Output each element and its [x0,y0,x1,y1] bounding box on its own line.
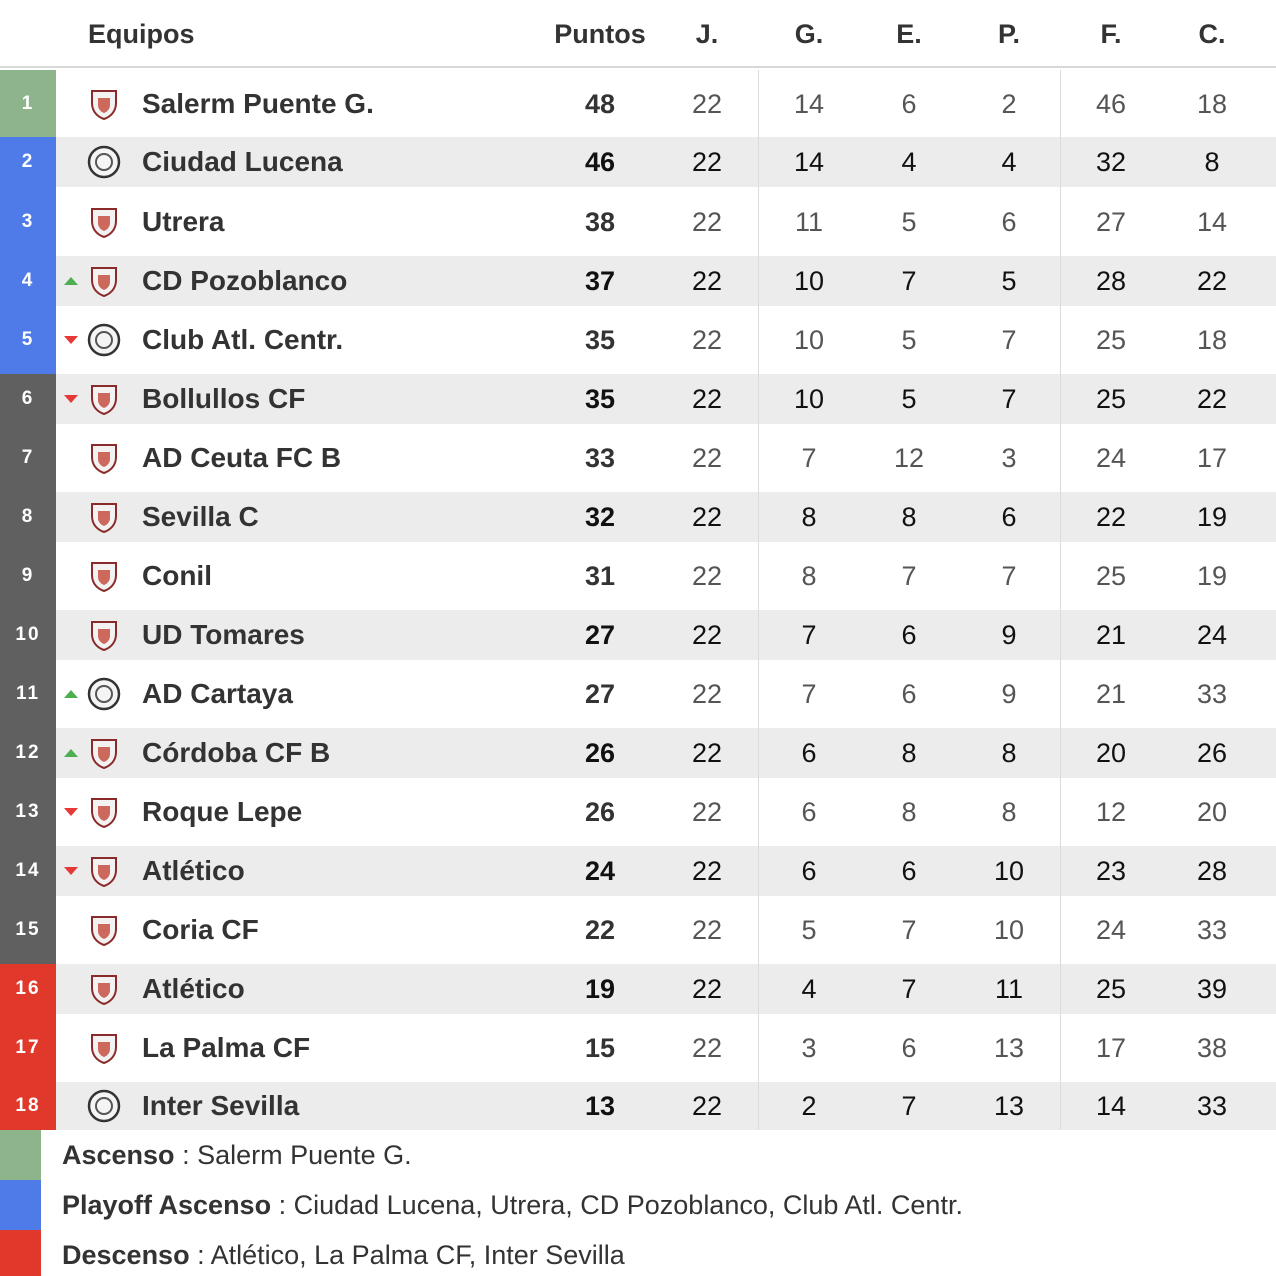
won-cell: 14 [793,147,825,177]
lost-cell: 7 [1001,325,1017,355]
legend-text [62,1180,963,1230]
played-cell: 22 [691,443,723,473]
team-name[interactable]: CD Pozoblanco [142,265,348,296]
team-crest-icon [86,263,122,299]
won-cell: 3 [801,1033,817,1063]
drawn-cell: 6 [901,679,917,709]
points-cell: 22 [584,915,616,945]
played-cell: 22 [691,561,723,591]
team-crest-icon [86,1088,122,1124]
table-row[interactable] [0,778,1276,846]
trend-down-icon [64,395,78,403]
trend-down-icon [64,808,78,816]
lost-cell: 8 [1001,738,1017,768]
position-badge: 13 [0,778,56,846]
legend-separator: : [189,1240,211,1270]
legend-swatch [0,1230,41,1276]
table-row[interactable] [0,660,1276,728]
drawn-cell: 6 [901,88,917,119]
lost-cell: 7 [1001,561,1017,591]
table-row[interactable] [0,610,1276,660]
points-cell: 31 [584,561,616,591]
points-cell: 38 [584,206,616,237]
goals-against-cell: 17 [1196,443,1228,473]
won-cell: 6 [801,738,817,768]
legend-item-playoff [0,1180,1276,1230]
goals-against-cell: 33 [1196,679,1228,709]
played-cell: 22 [691,738,723,768]
table-row[interactable] [0,728,1276,778]
header-points[interactable]: Puntos [554,19,646,49]
goals-against-cell: 19 [1196,561,1228,591]
lost-cell: 9 [1001,679,1017,709]
points-cell: 46 [584,147,616,177]
lost-cell: 9 [1001,620,1017,650]
lost-cell: 13 [993,1091,1025,1121]
drawn-cell: 7 [901,974,917,1004]
legend-label: Descenso [62,1240,190,1270]
position-badge: 12 [0,728,56,778]
won-cell: 7 [801,620,817,650]
drawn-cell: 7 [901,561,917,591]
position-badge: 14 [0,846,56,896]
header-played[interactable]: J. [695,19,719,49]
points-cell: 35 [584,325,616,355]
team-name[interactable]: Roque Lepe [142,796,303,827]
goals-for-cell: 28 [1095,266,1127,296]
lost-cell: 13 [993,1033,1025,1063]
trend-up-icon [64,749,78,757]
table-row[interactable] [0,70,1276,137]
points-cell: 32 [584,502,616,532]
header-goals-for[interactable]: F. [1100,19,1122,49]
legend-item-descenso [0,1230,1276,1276]
won-cell: 8 [801,561,817,591]
column-divider [1060,70,1061,1130]
team-crest-icon [86,144,122,180]
legend-swatch [0,1180,41,1230]
played-cell: 22 [691,1091,723,1121]
played-cell: 22 [691,502,723,532]
legend-separator: : [271,1190,294,1220]
played-cell: 22 [691,88,723,119]
table-row[interactable] [0,374,1276,424]
team-name[interactable]: Sevilla C [142,501,259,532]
played-cell: 22 [691,384,723,414]
legend-teams: Ciudad Lucena, Utrera, CD Pozoblanco, Club Atl. Centr. [293,1190,963,1220]
legend-swatch [0,1130,41,1180]
points-cell: 26 [584,738,616,768]
drawn-cell: 5 [901,206,917,237]
position-badge: 5 [0,306,56,374]
position-badge: 16 [0,964,56,1014]
goals-against-cell: 38 [1196,1033,1228,1063]
points-cell: 15 [584,1033,616,1063]
lost-cell: 10 [993,915,1025,945]
team-crest-icon [86,912,122,948]
played-cell: 22 [691,147,723,177]
played-cell: 22 [691,620,723,650]
header-drawn[interactable]: E. [896,19,922,49]
lost-cell: 5 [1001,266,1017,296]
team-name[interactable]: Conil [142,560,212,591]
team-crest-icon [86,440,122,476]
position-badge: 3 [0,187,56,256]
goals-for-cell: 27 [1095,206,1127,237]
table-row[interactable] [0,964,1276,1014]
goals-against-cell: 28 [1196,856,1228,886]
goals-for-cell: 12 [1095,797,1127,827]
goals-against-cell: 19 [1196,502,1228,532]
goals-against-cell: 18 [1196,88,1228,119]
team-name[interactable]: Córdoba CF B [142,737,331,768]
won-cell: 6 [801,856,817,886]
drawn-cell: 12 [893,443,925,473]
table-row[interactable] [0,187,1276,256]
drawn-cell: 8 [901,738,917,768]
position-badge: 11 [0,660,56,728]
points-cell: 24 [584,856,616,886]
team-crest-icon [86,499,122,535]
won-cell: 7 [801,443,817,473]
points-cell: 35 [584,384,616,414]
drawn-cell: 4 [901,147,917,177]
played-cell: 22 [691,974,723,1004]
points-cell: 19 [584,974,616,1004]
lost-cell: 6 [1001,502,1017,532]
goals-against-cell: 33 [1196,1091,1228,1121]
drawn-cell: 6 [901,620,917,650]
team-crest-icon [86,204,122,240]
goals-against-cell: 8 [1204,147,1220,177]
goals-for-cell: 25 [1095,974,1127,1004]
played-cell: 22 [691,679,723,709]
column-divider [758,70,759,1130]
points-cell: 26 [584,797,616,827]
goals-against-cell: 18 [1196,325,1228,355]
lost-cell: 2 [1001,88,1017,119]
goals-against-cell: 24 [1196,620,1228,650]
position-badge: 9 [0,542,56,610]
header-goals-against[interactable]: C. [1198,19,1226,49]
won-cell: 7 [801,679,817,709]
goals-for-cell: 24 [1095,915,1127,945]
position-badge: 1 [0,70,56,137]
position-badge: 17 [0,1014,56,1082]
lost-cell: 8 [1001,797,1017,827]
team-crest-icon [86,853,122,889]
won-cell: 11 [794,206,824,237]
drawn-cell: 7 [901,266,917,296]
goals-against-cell: 39 [1196,974,1228,1004]
header-team[interactable]: Equipos [88,19,195,49]
team-name[interactable]: Club Atl. Centr. [142,324,344,355]
drawn-cell: 7 [901,1091,917,1121]
goals-for-cell: 25 [1095,561,1127,591]
goals-against-cell: 22 [1196,266,1228,296]
position-badge: 18 [0,1082,56,1130]
team-crest-icon [86,735,122,771]
team-crest-icon [86,617,122,653]
position-badge: 8 [0,492,56,542]
team-name[interactable]: UD Tomares [142,619,305,650]
played-cell: 22 [691,915,723,945]
won-cell: 10 [793,384,825,414]
drawn-cell: 6 [901,1033,917,1063]
table-header [0,0,1276,68]
legend-label: Playoff Ascenso [62,1190,272,1220]
team-crest-icon [86,676,122,712]
team-name[interactable]: Salerm Puente G. [142,87,374,119]
played-cell: 22 [691,797,723,827]
goals-for-cell: 17 [1095,1033,1127,1063]
played-cell: 22 [691,325,723,355]
legend-text [62,1230,625,1276]
legend-label: Ascenso [62,1140,175,1170]
goals-for-cell: 46 [1095,88,1127,119]
points-cell: 48 [584,88,616,119]
trend-up-icon [64,277,78,285]
trend-up-icon [64,690,78,698]
lost-cell: 4 [1001,147,1017,177]
legend-item-ascenso [0,1130,1276,1180]
team-crest-icon [86,558,122,594]
drawn-cell: 5 [901,325,917,355]
won-cell: 6 [801,797,817,827]
won-cell: 5 [801,915,817,945]
points-cell: 27 [584,620,616,650]
table-row[interactable] [0,846,1276,896]
legend-teams: Atlético, La Palma CF, Inter Sevilla [210,1240,625,1270]
goals-for-cell: 25 [1095,384,1127,414]
header-lost[interactable]: P. [997,19,1021,49]
table-row[interactable] [0,1014,1276,1082]
trend-down-icon [64,867,78,875]
goals-against-cell: 22 [1196,384,1228,414]
legend-separator: : [174,1140,198,1170]
team-name[interactable]: Bollullos CF [142,383,306,414]
team-name[interactable]: Ciudad Lucena [142,146,343,177]
points-cell: 13 [584,1091,616,1121]
won-cell: 8 [801,502,817,532]
team-name[interactable]: Atlético [142,973,245,1004]
points-cell: 33 [584,443,616,473]
drawn-cell: 6 [901,856,917,886]
goals-for-cell: 24 [1095,443,1127,473]
goals-against-cell: 33 [1196,915,1228,945]
team-name[interactable]: AD Ceuta FC B [142,442,342,473]
team-crest-icon [86,381,122,417]
won-cell: 10 [793,266,825,296]
team-crest-icon [86,1030,122,1066]
goals-against-cell: 14 [1196,206,1228,237]
played-cell: 22 [691,266,723,296]
lost-cell: 6 [1001,206,1017,237]
goals-against-cell: 20 [1196,797,1228,827]
team-name[interactable]: Coria CF [142,914,259,945]
table-row[interactable] [0,896,1276,964]
goals-for-cell: 20 [1095,738,1127,768]
legend [0,1130,1276,1276]
goals-against-cell: 26 [1196,738,1228,768]
team-name[interactable]: Inter Sevilla [142,1090,300,1121]
team-name[interactable]: AD Cartaya [142,678,293,709]
team-crest-icon [86,971,122,1007]
goals-for-cell: 32 [1095,147,1127,177]
position-badge: 10 [0,610,56,660]
won-cell: 10 [793,325,825,355]
goals-for-cell: 23 [1095,856,1127,886]
points-cell: 37 [584,266,616,296]
table-row[interactable] [0,424,1276,492]
played-cell: 22 [691,206,723,237]
team-name[interactable]: La Palma CF [142,1032,311,1063]
table-row[interactable] [0,1082,1276,1130]
trend-down-icon [64,336,78,344]
position-badge: 7 [0,424,56,492]
lost-cell: 11 [994,974,1024,1004]
drawn-cell: 8 [901,502,917,532]
position-badge: 6 [0,374,56,424]
goals-for-cell: 25 [1095,325,1127,355]
points-cell: 27 [584,679,616,709]
header-won[interactable]: G. [794,19,824,49]
played-cell: 22 [691,856,723,886]
team-crest-icon [86,86,122,122]
drawn-cell: 8 [901,797,917,827]
goals-for-cell: 21 [1095,679,1127,709]
goals-for-cell: 21 [1095,620,1127,650]
won-cell: 4 [801,974,817,1004]
drawn-cell: 7 [901,915,917,945]
table-row[interactable] [0,256,1276,306]
position-badge: 15 [0,896,56,964]
legend-teams: Salerm Puente G. [197,1140,412,1170]
team-crest-icon [86,322,122,358]
legend-text [62,1130,412,1180]
won-cell: 14 [793,88,825,119]
played-cell: 22 [691,1033,723,1063]
table-row[interactable] [0,306,1276,374]
won-cell: 2 [801,1091,817,1121]
table-row[interactable] [0,137,1276,187]
goals-for-cell: 22 [1095,502,1127,532]
position-badge: 2 [0,137,56,187]
lost-cell: 3 [1001,443,1017,473]
goals-for-cell: 14 [1095,1091,1127,1121]
position-badge: 4 [0,256,56,306]
team-name[interactable]: Utrera [142,205,225,237]
lost-cell: 7 [1001,384,1017,414]
table-row[interactable] [0,492,1276,542]
team-crest-icon [86,794,122,830]
table-row[interactable] [0,542,1276,610]
lost-cell: 10 [993,856,1025,886]
team-name[interactable]: Atlético [142,855,245,886]
drawn-cell: 5 [901,384,917,414]
